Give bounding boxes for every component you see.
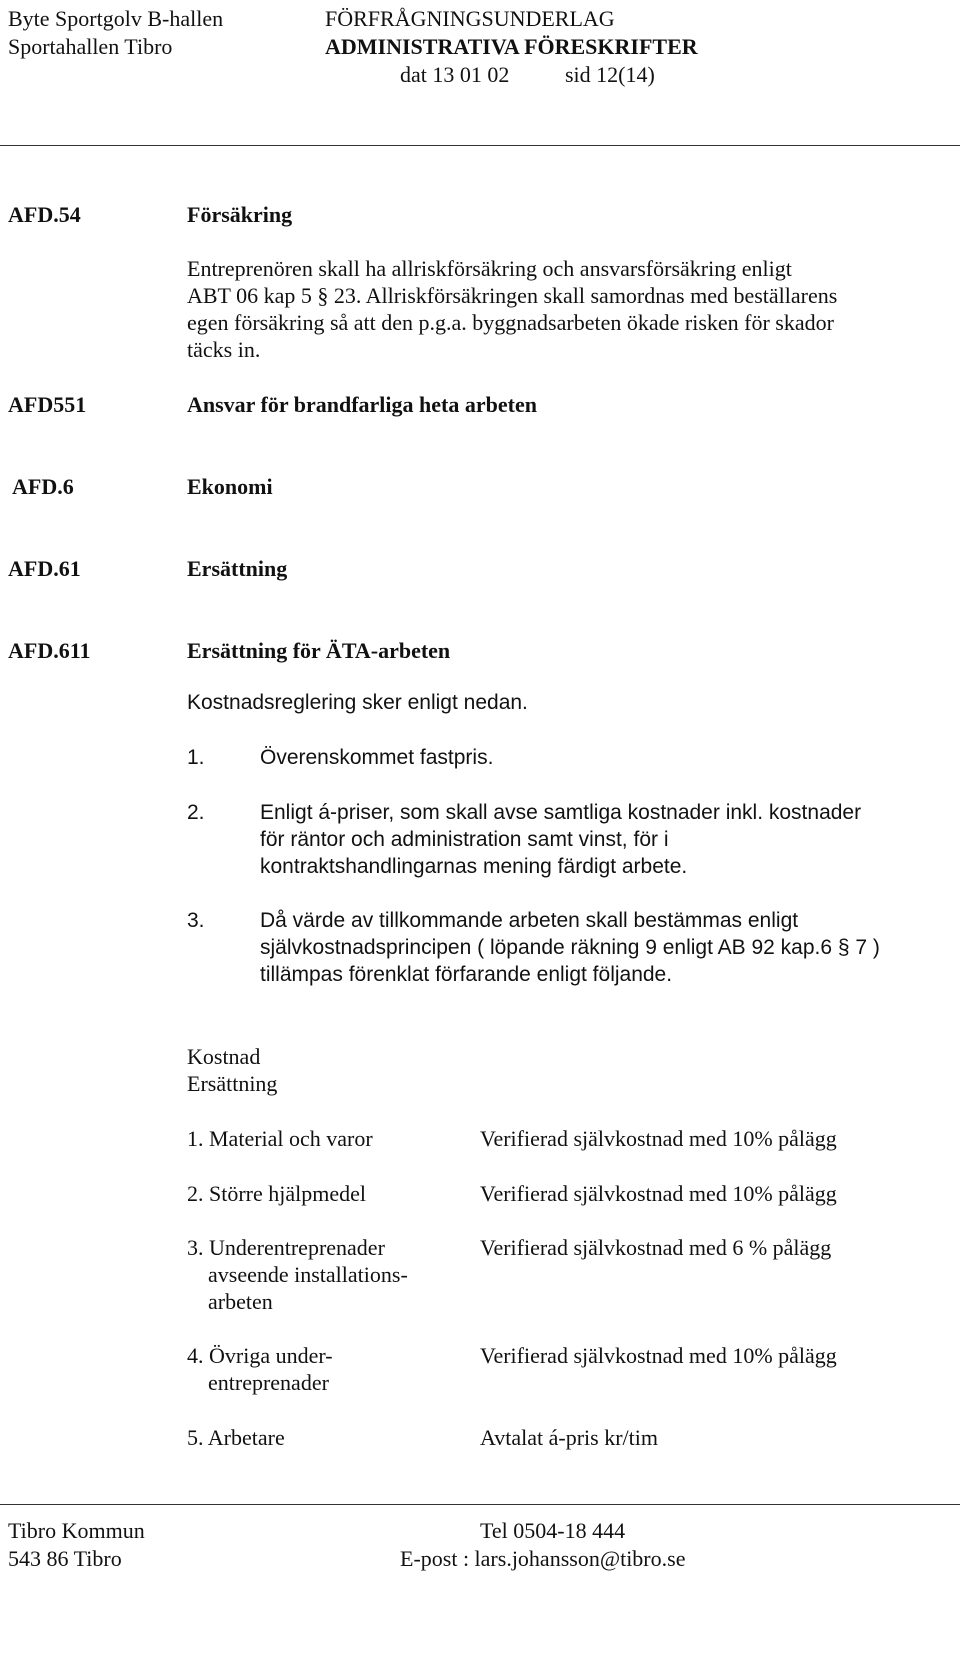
paragraph-line: täcks in. xyxy=(187,337,261,362)
table-compensation-cell: Verifierad självkostnad med 6 % pålägg xyxy=(480,1235,832,1260)
table-compensation-cell: Verifierad självkostnad med 10% pålägg xyxy=(480,1343,837,1368)
section-title: Ersättning för ÄTA-arbeten xyxy=(187,638,451,663)
table-cost-cell: avseende installations- xyxy=(208,1262,408,1287)
paragraph-line: Entreprenören skall ha allriskförsäkring och ansvarsförsäkring enligt xyxy=(187,256,792,281)
table-cost-cell: 4. Övriga under- xyxy=(187,1343,333,1368)
section-code: AFD.6 xyxy=(12,474,74,499)
section-code: AFD.611 xyxy=(8,638,91,663)
section-code: AFD551 xyxy=(8,392,87,417)
table-compensation-cell: Verifierad självkostnad med 10% pålägg xyxy=(480,1126,837,1151)
rule-number: 3. xyxy=(187,909,205,932)
table-cost-cell: 3. Underentreprenader xyxy=(187,1235,385,1260)
rule-number: 2. xyxy=(187,801,205,824)
footer-divider xyxy=(0,1504,960,1505)
rule-line: tillämpas förenklat förfarande enligt följande. xyxy=(260,963,673,986)
project-location: Sportahallen Tibro xyxy=(8,34,173,59)
table-cost-cell: 5. Arbetare xyxy=(187,1425,285,1450)
rule-line: för räntor och administration samt vinst, för i xyxy=(260,828,669,851)
page-number: sid 12(14) xyxy=(565,62,655,87)
rule-line: Då värde av tillkommande arbeten skall bestämmas enligt xyxy=(260,909,799,932)
section-title: Ansvar för brandfarliga heta arbeten xyxy=(187,392,537,417)
rule-line: Enligt á-priser, som skall avse samtliga kostnader inkl. kostnader xyxy=(260,801,862,824)
table-cost-cell: entreprenader xyxy=(208,1370,329,1395)
document-date: dat 13 01 02 xyxy=(400,62,510,87)
section-code: AFD.54 xyxy=(8,202,81,227)
rule-line: självkostnadsprincipen ( löpande räkning 9 enligt AB 92 kap.6 § 7 ) xyxy=(260,936,880,959)
paragraph-line: ABT 06 kap 5 § 23. Allriskförsäkringen skall samordnas med beställarens xyxy=(187,283,838,308)
table-compensation-cell: Avtalat á-pris kr/tim xyxy=(480,1425,658,1450)
section-title: Ekonomi xyxy=(187,474,273,499)
table-compensation-cell: Verifierad självkostnad med 10% pålägg xyxy=(480,1181,837,1206)
header-divider xyxy=(0,145,960,146)
paragraph-line: egen försäkring så att den p.g.a. byggnadsarbeten ökade risken för skador xyxy=(187,310,834,335)
section-code: AFD.61 xyxy=(8,556,81,581)
rule-number: 1. xyxy=(187,746,205,769)
section-title: Försäkring xyxy=(187,202,293,227)
table-header-cost: Kostnad xyxy=(187,1044,261,1069)
rule-line: Överenskommet fastpris. xyxy=(260,746,494,769)
rule-line: kontraktshandlingarnas mening färdigt arbete. xyxy=(260,855,688,878)
section-title: Ersättning xyxy=(187,556,288,581)
footer-email: E-post : lars.johansson@tibro.se xyxy=(400,1546,686,1571)
footer-organization: Tibro Kommun xyxy=(8,1518,145,1543)
cost-intro: Kostnadsreglering sker enligt nedan. xyxy=(187,691,528,714)
document-title: ADMINISTRATIVA FÖRESKRIFTER xyxy=(325,34,698,59)
table-cost-cell: 2. Större hjälpmedel xyxy=(187,1181,367,1206)
table-header-compensation: Ersättning xyxy=(187,1071,278,1096)
footer-address: 543 86 Tibro xyxy=(8,1546,122,1571)
footer-phone: Tel 0504-18 444 xyxy=(480,1518,626,1543)
project-name: Byte Sportgolv B-hallen xyxy=(8,6,224,31)
table-cost-cell: 1. Material och varor xyxy=(187,1126,373,1151)
table-cost-cell: arbeten xyxy=(208,1289,273,1314)
document-type: FÖRFRÅGNINGSUNDERLAG xyxy=(325,6,615,31)
